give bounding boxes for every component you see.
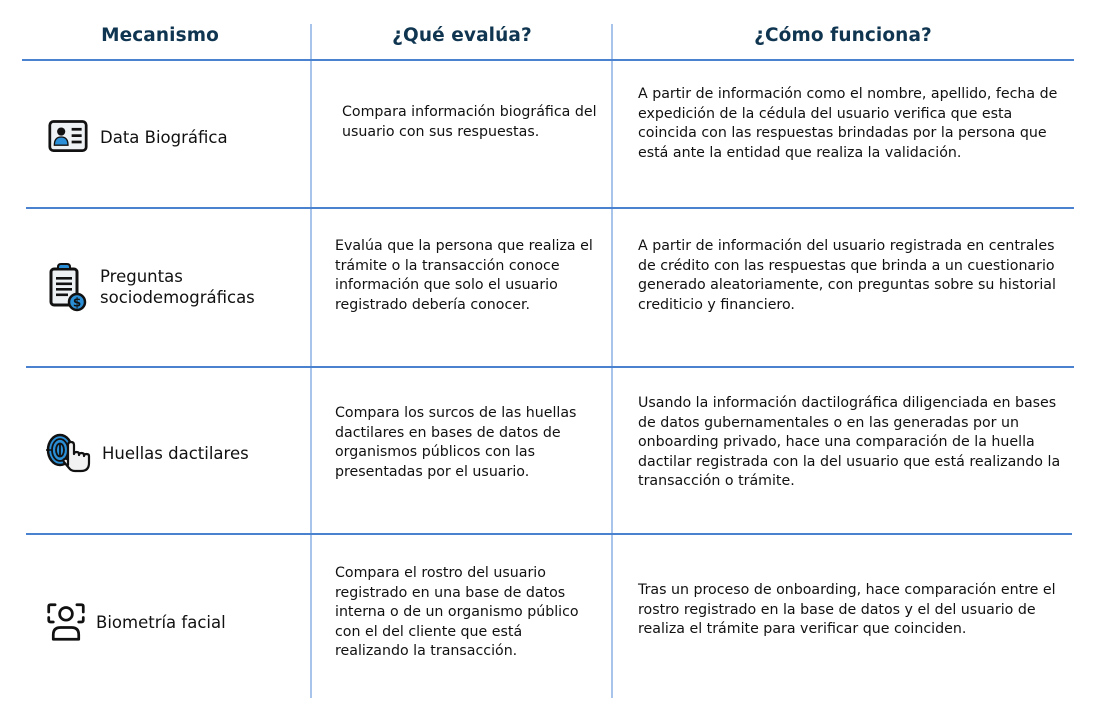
table-cell-how: Tras un proceso de onboarding, hace comparación entre el rostro registrado en la base de datos y el del usuario de realiza el trámite para verificar que coinciden. [638,582,1056,638]
row-divider-3 [26,533,1072,535]
table-cell-what: Compara información biográfica del usuario con sus respuestas. [342,104,597,140]
face-scan-icon [46,601,86,643]
mechanism-label-line2: sociodemográficas [100,288,255,307]
table-row-mechanism [46,262,255,312]
table-row-mechanism [46,117,228,157]
mechanism-label: Data Biográfica [100,127,228,147]
column-divider-2 [611,24,613,698]
row-divider-2 [26,366,1074,368]
clipboard-money-icon [46,262,90,312]
table-cell-how: A partir de información del usuario registrada en centrales de crédito con las respuestas que brinda a un cuestionario generado aleatoriamente, con preguntas sobre su historial crediticio y financiero. [638,238,1056,313]
table-cell-how: A partir de información como el nombre, apellido, fecha de expedición de la cédula del usuario verifica que esta coincida con las respuestas brindadas por la persona que está ante la entidad que realiza la validación. [638,86,1058,161]
row-divider-1 [26,207,1074,209]
row-divider-header [22,59,1074,61]
column-divider-1 [310,24,312,698]
mechanism-label: Huellas dactilares [102,443,249,463]
table-cell-what: Compara los surcos de las huellas dactilares en bases de datos de organismos públicos con las presentadas por el usuario. [335,405,577,480]
mechanism-label: Biometría facial [96,612,226,632]
header-mechanism: Mecanismo [101,25,219,46]
table-cell-how: Usando la información dactilográfica diligenciada en bases de datos gubernamentales o en las generadas por un onboarding privado, hace una comparación de la huella dactilar registrada con la del usuario que está realizando la transacción o trámite. [638,395,1061,490]
header-what-evaluates: ¿Qué evalúa? [392,25,532,46]
table-row-mechanism [46,432,249,474]
id-card-icon [46,117,90,157]
header-how-it-works: ¿Cómo funciona? [754,25,932,46]
table-cell-what: Evalúa que la persona que realiza el trámite o la transacción conoce información que solo el usuario registrado debería conocer. [335,238,593,313]
svg-text:$: $ [72,295,82,310]
mechanism-label-group [100,266,255,308]
table-row-mechanism [46,601,226,643]
table-cell-what: Compara el rostro del usuario registrado en una base de datos interna o de un organismo público con el del cliente que está realizando la transacción. [335,565,579,660]
fingerprint-hand-icon [46,432,92,474]
mechanism-label-line1: Preguntas [100,267,183,286]
